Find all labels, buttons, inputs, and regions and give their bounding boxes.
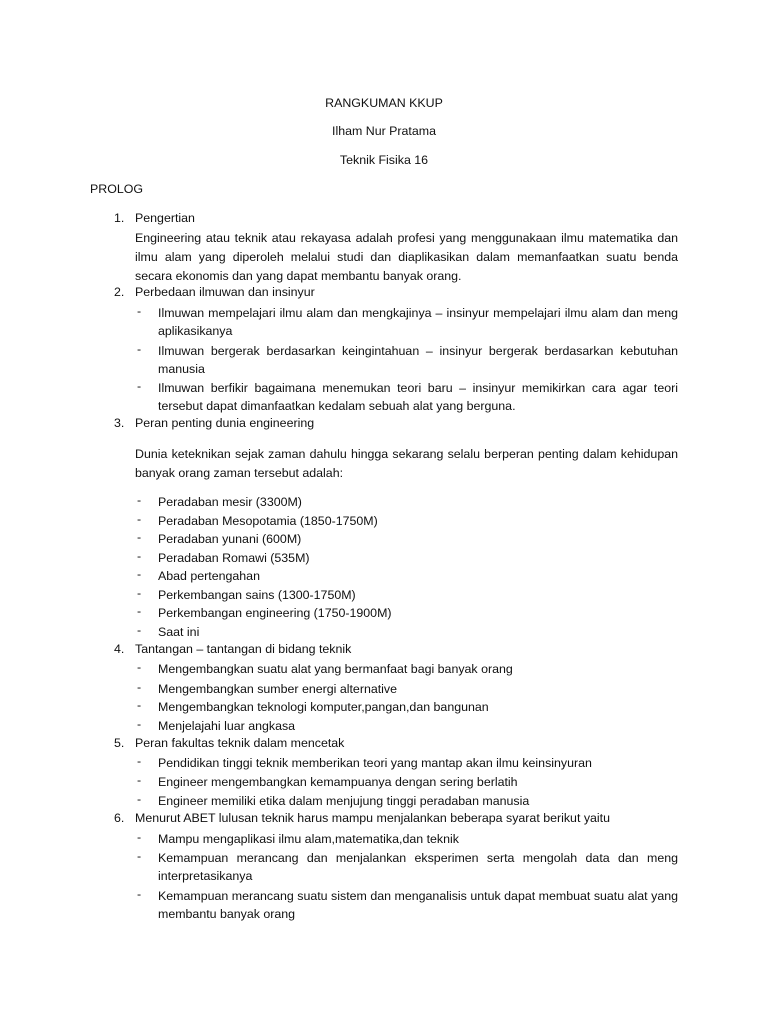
- section-paragraph: Engineering atau teknik atau rekayasa adalah profesi yang menggunakaan ilmu matematika dan ilmu alam yang diperoleh melalui studi dan diaplikasikan dalam memanfaatkan suatu benda secara ekonomis dan yang dapat membantu banyak orang.: [135, 231, 678, 283]
- list-item: Ilmuwan berfikir bagaimana menemukan teori baru – insinyur memikirkan cara agar teori tersebut dapat dimanfaatkan kedalam sebuah alat yang berguna.: [158, 381, 678, 413]
- section-number: 2.: [114, 285, 125, 299]
- section-number: 6.: [114, 811, 125, 825]
- list-item: Abad pertengahan: [158, 569, 260, 583]
- list-item: Saat ini: [158, 625, 200, 639]
- section-intro: Dunia keteknikan sejak zaman dahulu hingga sekarang selalu berperan penting dalam kehidupan banyak orang zaman tersebut adalah:: [135, 447, 678, 480]
- section-number: 3.: [114, 416, 125, 430]
- section-number: 4.: [114, 642, 125, 656]
- bullet-dash: -: [137, 379, 142, 393]
- bullet-dash: -: [137, 586, 142, 600]
- bullet-dash: -: [137, 849, 142, 863]
- bullet-dash: -: [137, 754, 142, 768]
- section-title: Pengertian: [135, 211, 195, 225]
- bullet-dash: -: [137, 698, 142, 712]
- section-title: Menurut ABET lulusan teknik harus mampu menjalankan beberapa syarat berikut yaitu: [135, 811, 611, 825]
- bullet-dash: -: [137, 660, 142, 674]
- document-title: RANGKUMAN KKUP: [325, 96, 443, 110]
- bullet-dash: -: [137, 887, 142, 901]
- bullet-dash: -: [137, 549, 142, 563]
- section-title: Peran penting dunia engineering: [135, 416, 315, 430]
- list-item: Perkembangan engineering (1750-1900M): [158, 606, 392, 620]
- list-item: Kemampuan merancang suatu sistem dan menganalisis untuk dapat membuat suatu alat yang membantu banyak orang: [158, 889, 678, 921]
- bullet-dash: -: [137, 304, 142, 318]
- list-item: Peradaban Romawi (535M): [158, 551, 310, 565]
- section-number: 1.: [114, 211, 125, 225]
- list-item: Engineer memiliki etika dalam menjujung tinggi peradaban manusia: [158, 794, 530, 808]
- list-item: Peradaban Mesopotamia (1850-1750M): [158, 514, 378, 528]
- bullet-dash: -: [137, 623, 142, 637]
- bullet-dash: -: [137, 680, 142, 694]
- list-item: Mengembangkan suatu alat yang bermanfaat bagi banyak orang: [158, 662, 513, 676]
- list-item: Engineer mengembangkan kemampuanya dengan sering berlatih: [158, 775, 518, 789]
- bullet-dash: -: [137, 773, 142, 787]
- bullet-dash: -: [137, 830, 142, 844]
- bullet-dash: -: [137, 604, 142, 618]
- bullet-dash: -: [137, 717, 142, 731]
- list-item: Ilmuwan bergerak berdasarkan keingintahuan – insinyur bergerak berdasarkan kebutuhan manusia: [158, 344, 678, 376]
- prolog-heading: PROLOG: [90, 182, 144, 196]
- section-title: Peran fakultas teknik dalam mencetak: [135, 736, 345, 750]
- bullet-dash: -: [137, 342, 142, 356]
- bullet-dash: -: [137, 792, 142, 806]
- section-title: Tantangan – tantangan di bidang teknik: [135, 642, 352, 656]
- list-item: Mampu mengaplikasi ilmu alam,matematika,dan teknik: [158, 832, 459, 846]
- list-item: Peradaban yunani (600M): [158, 532, 302, 546]
- list-item: Ilmuwan mempelajari ilmu alam dan mengkajinya – insinyur mempelajari ilmu alam dan meng aplikasikanya: [158, 306, 678, 338]
- bullet-dash: -: [137, 530, 142, 544]
- list-item: Kemampuan merancang dan menjalankan eksperimen serta mengolah data dan meng interpretasikanya: [158, 851, 678, 883]
- list-item: Pendidikan tinggi teknik memberikan teori yang mantap akan ilmu keinsinyuran: [158, 756, 592, 770]
- author-name: Ilham Nur Pratama: [332, 124, 436, 138]
- list-item: Menjelajahi luar angkasa: [158, 719, 296, 733]
- bullet-dash: -: [137, 567, 142, 581]
- list-item: Mengembangkan teknologi komputer,pangan,dan bangunan: [158, 700, 489, 714]
- bullet-dash: -: [137, 512, 142, 526]
- section-number: 5.: [114, 736, 125, 750]
- section-title: Perbedaan ilmuwan dan insinyur: [135, 285, 315, 299]
- bullet-dash: -: [137, 493, 142, 507]
- list-item: Perkembangan sains (1300-1750M): [158, 588, 356, 602]
- department: Teknik Fisika 16: [339, 153, 429, 167]
- list-item: Peradaban mesir (3300M): [158, 495, 302, 509]
- list-item: Mengembangkan sumber energi alternative: [158, 682, 398, 696]
